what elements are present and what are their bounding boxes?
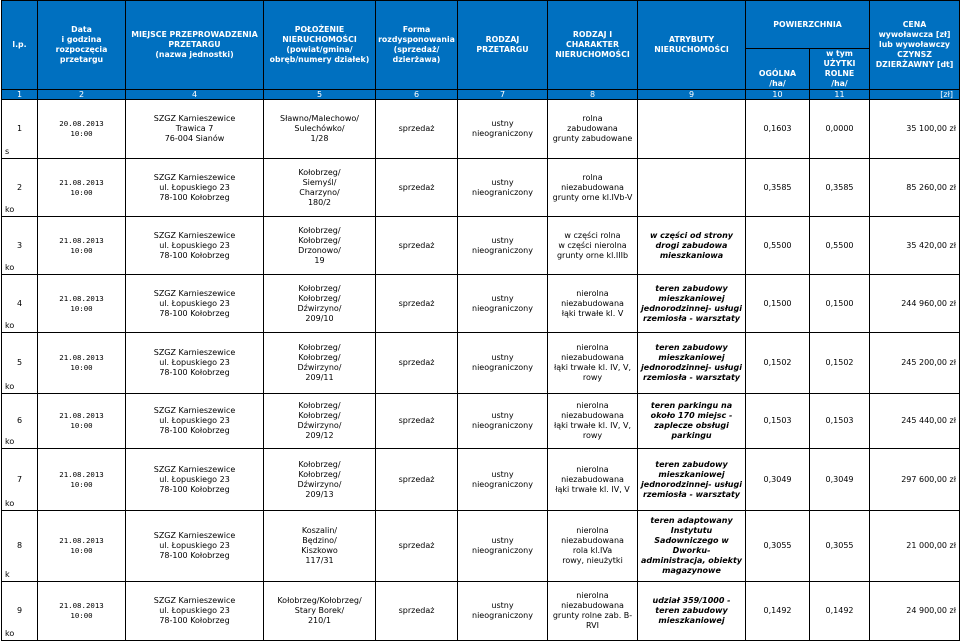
row-code: ko [5, 437, 15, 446]
area-agricultural-cell: 0,3055 [810, 511, 870, 582]
area-total-cell: 0,3585 [746, 159, 810, 217]
character-cell: rolna zabudowana grunty zabudowane [548, 100, 638, 159]
date-cell: 21.08.2013 10:00 [38, 511, 126, 582]
lp-cell [2, 511, 38, 582]
price-cell: 245 200,00 zł [870, 333, 960, 394]
header-area-total: OGÓLNA /ha/ [746, 49, 810, 90]
area-total-cell: 0,1603 [746, 100, 810, 159]
form-cell: sprzedaż [376, 394, 458, 449]
column-number: 9 [638, 90, 746, 100]
area-agricultural-cell: 0,1492 [810, 582, 870, 641]
header-price: CENA wywoławcza [zł] lub wywoławczy CZYNSZ DZIERŻAWNY [dt] [870, 1, 960, 90]
row-number: 2 [16, 182, 23, 192]
header-attributes: ATRYBUTY NIERUCHOMOŚCI [638, 1, 746, 90]
price-cell: 35 100,00 zł [870, 100, 960, 159]
price-cell: 244 960,00 zł [870, 275, 960, 333]
row-number: 1 [16, 124, 23, 133]
place-cell: SZGZ Karnieszewice ul. Łopuskiego 23 78-100 Kołobrzeg [126, 333, 264, 394]
table-row [2, 275, 960, 333]
attributes-cell: teren zabudowy mieszkaniowej jednorodzinnej- usługi rzemiosła - warsztaty [638, 333, 746, 394]
type-cell: ustny nieograniczony [458, 511, 548, 582]
area-agricultural-cell: 0,0000 [810, 100, 870, 159]
place-cell: SZGZ Karnieszewice ul. Łopuskiego 23 78-100 Kołobrzeg [126, 159, 264, 217]
column-number: 8 [548, 90, 638, 100]
attributes-cell: udział 359/1000 - teren zabudowy mieszkaniowej [638, 582, 746, 641]
type-cell: ustny nieograniczony [458, 333, 548, 394]
attributes-cell: w części od strony drogi zabudowa mieszkaniowa [638, 217, 746, 275]
price-cell: 245 440,00 zł [870, 394, 960, 449]
row-code: s [5, 147, 10, 156]
character-cell: nierolna niezabudowana grunty rolne zab. B-RVI [548, 582, 638, 641]
date-cell: 21.08.2013 10:00 [38, 159, 126, 217]
row-number: 3 [16, 240, 23, 250]
lp-cell [2, 159, 38, 217]
form-cell: sprzedaż [376, 159, 458, 217]
column-number: 5 [264, 90, 376, 100]
table-row [2, 100, 960, 159]
date-cell: 21.08.2013 10:00 [38, 217, 126, 275]
price-cell: 35 420,00 zł [870, 217, 960, 275]
form-cell: sprzedaż [376, 217, 458, 275]
location-cell: Kołobrzeg/Kołobrzeg/ Stary Borek/ 210/1 [264, 582, 376, 641]
table-row [2, 159, 960, 217]
area-agricultural-cell: 0,5500 [810, 217, 870, 275]
form-cell: sprzedaż [376, 582, 458, 641]
place-cell: SZGZ Karnieszewice ul. Łopuskiego 23 78-100 Kołobrzeg [126, 511, 264, 582]
character-cell: nierolna niezabudowana łąki trwałe kl. IV, V, rowy [548, 333, 638, 394]
location-cell: Kołobrzeg/ Kołobrzeg/ Drzonowo/ 19 [264, 217, 376, 275]
column-number: 6 [376, 90, 458, 100]
price-cell: 85 260,00 zł [870, 159, 960, 217]
column-number: 2 [38, 90, 126, 100]
table-row [2, 511, 960, 582]
table-row [2, 333, 960, 394]
attributes-cell: teren adaptowany Instytutu Sadowniczego w Dworku- administracja, obiekty magazynowe [638, 511, 746, 582]
place-cell: SZGZ Karnieszewice ul. Łopuskiego 23 78-100 Kołobrzeg [126, 217, 264, 275]
header-area: POWIERZCHNIA [746, 1, 870, 49]
location-cell: Kołobrzeg/ Kołobrzeg/ Dźwirzyno/ 209/12 [264, 394, 376, 449]
header-area-agricultural: w tym UŻYTKI ROLNE /ha/ [810, 49, 870, 90]
column-number: 1 [2, 90, 38, 100]
header-form: Forma rozdysponowania (sprzedaż/ dzierżawa) [376, 1, 458, 90]
date-cell: 21.08.2013 10:00 [38, 333, 126, 394]
type-cell: ustny nieograniczony [458, 159, 548, 217]
location-cell: Sławno/Malechowo/ Sulechówko/ 1/28 [264, 100, 376, 159]
date-cell: 20.08.2013 10:00 [38, 100, 126, 159]
place-cell: SZGZ Karnieszewice ul. Łopuskiego 23 78-100 Kołobrzeg [126, 275, 264, 333]
row-code: ko [5, 263, 15, 272]
column-numbers-row [2, 90, 960, 100]
form-cell: sprzedaż [376, 275, 458, 333]
character-cell: nierolna niezabudowana łąki trwałe kl. V [548, 275, 638, 333]
header-date: Data i godzina rozpoczęcia przetargu [38, 1, 126, 90]
attributes-cell: teren zabudowy mieszkaniowej jednorodzinnej- usługi rzemiosła - warsztaty [638, 275, 746, 333]
auction-table [1, 0, 960, 641]
attributes-cell [638, 159, 746, 217]
row-number: 8 [16, 541, 23, 550]
type-cell: ustny nieograniczony [458, 275, 548, 333]
column-number: [zł] [870, 90, 960, 100]
lp-cell [2, 394, 38, 449]
character-cell: w części rolna w części nierolna grunty orne kl.IIIb [548, 217, 638, 275]
area-total-cell: 0,1502 [746, 333, 810, 394]
date-cell: 21.08.2013 10:00 [38, 582, 126, 641]
character-cell: rolna niezabudowana grunty orne kl.IVb-V [548, 159, 638, 217]
table-row [2, 217, 960, 275]
area-agricultural-cell: 0,1503 [810, 394, 870, 449]
type-cell: ustny nieograniczony [458, 394, 548, 449]
area-total-cell: 0,3049 [746, 449, 810, 511]
price-cell: 24 900,00 zł [870, 582, 960, 641]
price-cell: 21 000,00 zł [870, 511, 960, 582]
column-number: 4 [126, 90, 264, 100]
table-body [2, 100, 960, 641]
row-code: ko [5, 382, 15, 391]
date-cell: 21.08.2013 10:00 [38, 449, 126, 511]
area-agricultural-cell: 0,1502 [810, 333, 870, 394]
attributes-cell: teren zabudowy mieszkaniowej jednorodzinnej- usługi rzemiosła - warsztaty [638, 449, 746, 511]
place-cell: SZGZ Karnieszewice ul. Łopuskiego 23 78-100 Kołobrzeg [126, 582, 264, 641]
table-row [2, 449, 960, 511]
lp-cell [2, 582, 38, 641]
lp-cell [2, 217, 38, 275]
place-cell: SZGZ Karnieszewice ul. Łopuskiego 23 78-100 Kołobrzeg [126, 449, 264, 511]
attributes-cell: teren parkingu na około 170 miejsc - zaplecze obsługi parkingu [638, 394, 746, 449]
row-number: 9 [16, 606, 23, 615]
location-cell: Koszalin/ Będzino/ Kiszkowo 117/31 [264, 511, 376, 582]
header-place: MIEJSCE PRZEPROWADZENIA PRZETARGU (nazwa jednostki) [126, 1, 264, 90]
location-cell: Kołobrzeg/ Kołobrzeg/ Dźwirzyno/ 209/11 [264, 333, 376, 394]
location-cell: Kołobrzeg/ Kołobrzeg/ Dźwirzyno/ 209/13 [264, 449, 376, 511]
type-cell: ustny nieograniczony [458, 100, 548, 159]
row-number: 7 [16, 474, 23, 484]
place-cell: SZGZ Karnieszewice Trawica 7 76-004 Sianów [126, 100, 264, 159]
date-cell: 21.08.2013 10:00 [38, 394, 126, 449]
area-total-cell: 0,3055 [746, 511, 810, 582]
row-number: 6 [16, 416, 23, 425]
character-cell: nierolna niezabudowana rola kl.IVa rowy, nieużytki [548, 511, 638, 582]
area-total-cell: 0,1500 [746, 275, 810, 333]
area-agricultural-cell: 0,3049 [810, 449, 870, 511]
location-cell: Kołobrzeg/ Siemyśl/ Charzyno/ 180/2 [264, 159, 376, 217]
lp-cell [2, 333, 38, 394]
lp-cell [2, 100, 38, 159]
row-number: 4 [16, 298, 23, 308]
form-cell: sprzedaż [376, 511, 458, 582]
place-cell: SZGZ Karnieszewice ul. Łopuskiego 23 78-100 Kołobrzeg [126, 394, 264, 449]
type-cell: ustny nieograniczony [458, 449, 548, 511]
price-cell: 297 600,00 zł [870, 449, 960, 511]
row-code: ko [5, 629, 15, 638]
area-total-cell: 0,1492 [746, 582, 810, 641]
row-code: ko [5, 499, 15, 508]
column-number: 7 [458, 90, 548, 100]
row-number: 5 [16, 358, 23, 367]
character-cell: nierolna niezabudowana łąki trwałe kl. IV, V, rowy [548, 394, 638, 449]
area-agricultural-cell: 0,1500 [810, 275, 870, 333]
row-code: ko [5, 205, 15, 214]
area-total-cell: 0,1503 [746, 394, 810, 449]
column-number: 11 [810, 90, 870, 100]
type-cell: ustny nieograniczony [458, 217, 548, 275]
form-cell: sprzedaż [376, 333, 458, 394]
type-cell: ustny nieograniczony [458, 582, 548, 641]
row-code: ko [5, 321, 15, 330]
table-row [2, 394, 960, 449]
area-total-cell: 0,5500 [746, 217, 810, 275]
row-code: k [5, 570, 10, 579]
lp-cell [2, 449, 38, 511]
header-lp: l.p. [2, 1, 38, 90]
location-cell: Kołobrzeg/ Kołobrzeg/ Dźwirzyno/ 209/10 [264, 275, 376, 333]
area-agricultural-cell: 0,3585 [810, 159, 870, 217]
character-cell: nierolna niezabudowana łąki trwałe kl. IV, V [548, 449, 638, 511]
table-row [2, 582, 960, 641]
header-location: POŁOŻENIE NIERUCHOMOŚCI (powiat/gmina/ obręb/numery działek) [264, 1, 376, 90]
header-type: RODZAJ PRZETARGU [458, 1, 548, 90]
date-cell: 21.08.2013 10:00 [38, 275, 126, 333]
header-character: RODZAJ I CHARAKTER NIERUCHOMOŚCI [548, 1, 638, 90]
column-number: 10 [746, 90, 810, 100]
lp-cell [2, 275, 38, 333]
form-cell: sprzedaż [376, 100, 458, 159]
form-cell: sprzedaż [376, 449, 458, 511]
attributes-cell [638, 100, 746, 159]
